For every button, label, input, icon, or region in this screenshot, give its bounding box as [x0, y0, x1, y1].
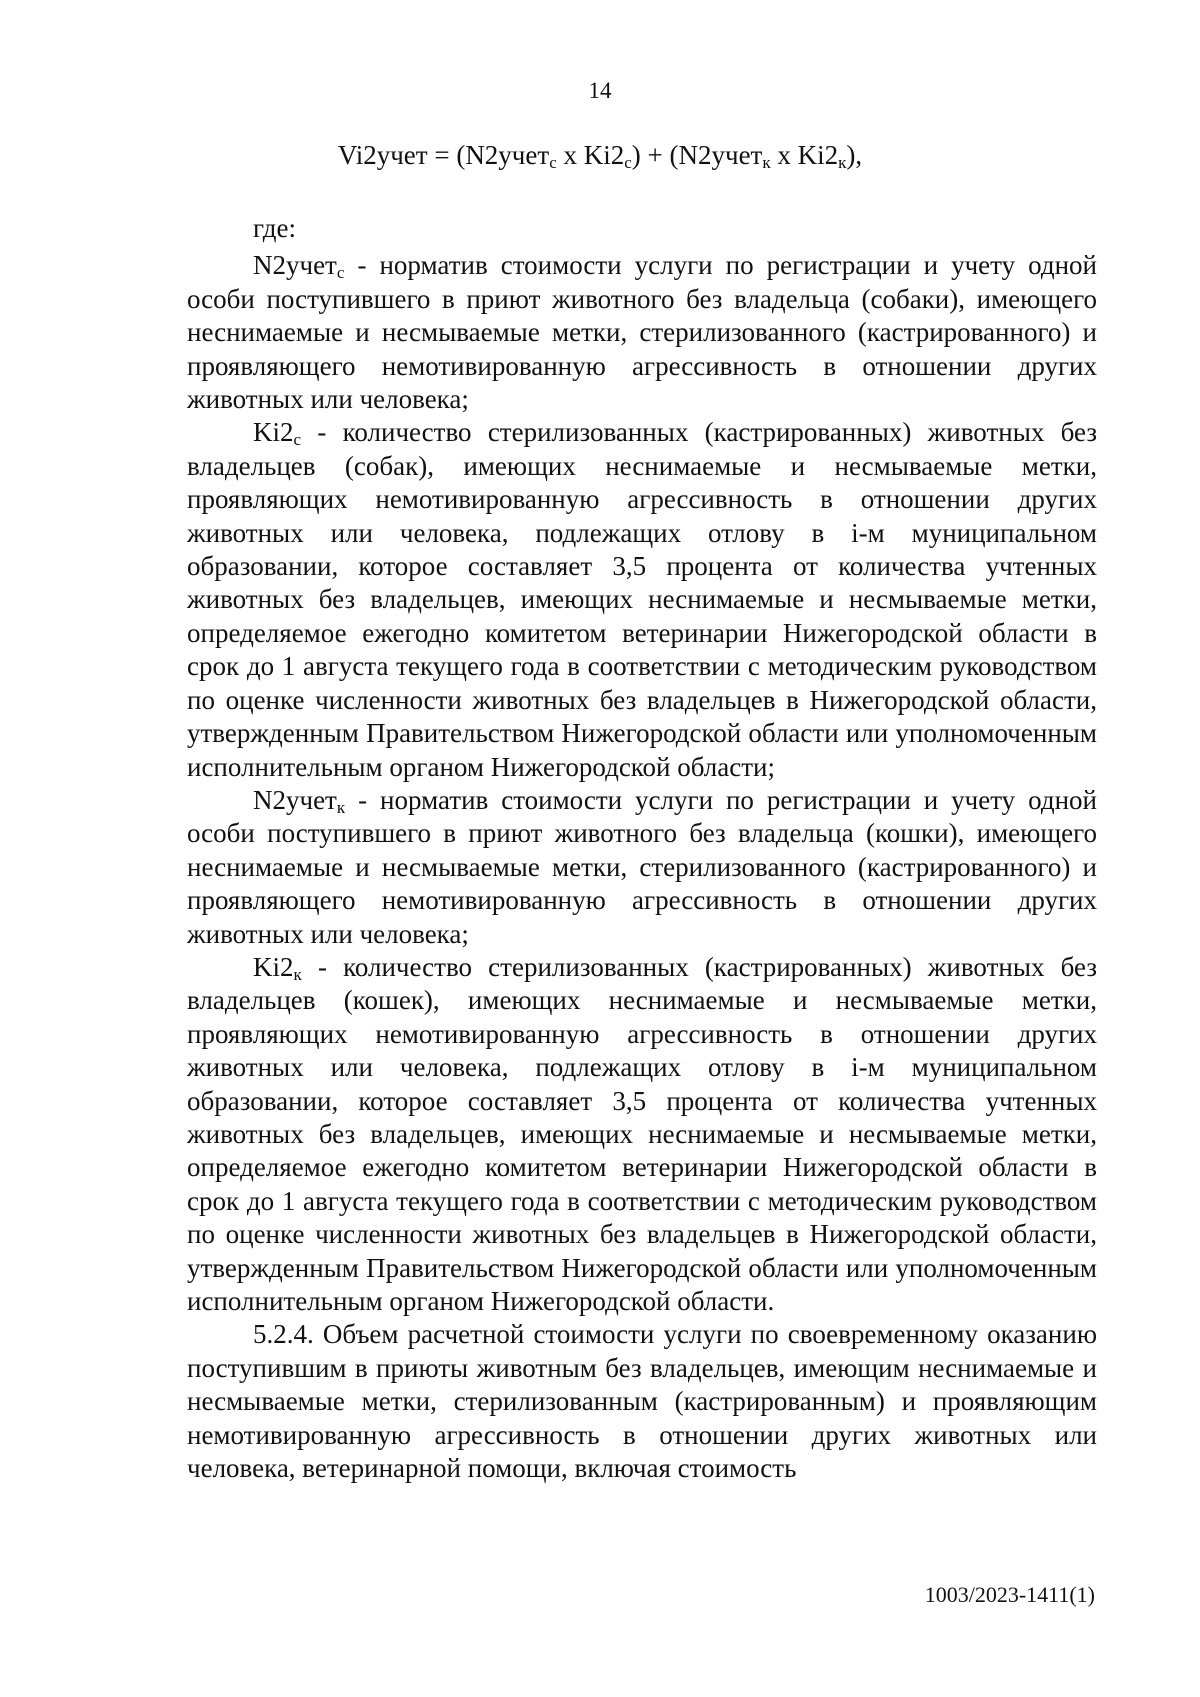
definition-symbol: Ki2: [253, 951, 294, 982]
formula-end: ),: [846, 140, 863, 170]
definition-subscript: к: [293, 964, 302, 984]
definition-symbol: Ki2: [253, 417, 294, 448]
definition-subscript: с: [336, 263, 345, 283]
definition-ki2-k: [187, 951, 1097, 1318]
document-body: [187, 212, 1097, 1485]
definition-text: - норматив стоимости услуги по регистрации и учету одной особи поступившего в приют животного без владельца (собаки), имеющего неснимаемые и несмываемые метки, стерилизованного (кастрированного) и проявляющего немотивированную агрессивность в отношении других животных или человека;: [187, 250, 1097, 415]
formula-term4: Ki2: [797, 140, 839, 170]
definition-n2uchet-k: [187, 784, 1097, 951]
formula-sub1: с: [549, 153, 557, 172]
formula-term2: Ki2: [583, 140, 625, 170]
formula-x2: x: [770, 140, 798, 170]
definition-symbol: N2учет: [253, 250, 337, 281]
formula-sub4: к: [838, 153, 847, 172]
footer-document-code: 1003/2023-1411(1): [924, 1582, 1095, 1607]
page-number: 14: [588, 78, 612, 103]
formula-mid: ) + (: [631, 140, 679, 170]
definition-symbol: N2учет: [253, 784, 337, 815]
formula-term3: N2учет: [678, 140, 763, 170]
definition-n2uchet-s: [187, 249, 1097, 416]
where-label: где:: [253, 213, 296, 243]
definition-text: - количество стерилизованных (кастрированных) животных без владельцев (кошек), имеющих неснимаемые и несмываемые метки, проявляющих немотивированную агрессивность в отношении других животных или человека, подлежащих отлову в i-м муниципальном образовании, которое составляет 3,5 процента от количества учтенных животных без владельцев, имеющих неснимаемые и несмываемые метки, определяемое ежегодно комитетом ветеринарии Нижегородской области в срок до 1 августа текущего года в соответствии с методическим руководством по оценке численности животных без владельцев в Нижегородской области, утвержденным Правительством Нижегородской области или уполномоченным исполнительным органом Нижегородской области.: [187, 951, 1097, 1316]
definition-text: - норматив стоимости услуги по регистрации и учету одной особи поступившего в приют животного без владельца (кошки), имеющего неснимаемые и несмываемые метки, стерилизованного (кастрированного) и проявляющего немотивированную агрессивность в отношении других животных или человека;: [187, 784, 1097, 949]
definition-subscript: к: [336, 797, 346, 817]
formula-lhs: Vi2учет: [337, 140, 428, 170]
formula: [0, 140, 1200, 171]
definition-text: - количество стерилизованных (кастрированных) животных без владельцев (собак), имеющих неснимаемые и несмываемые метки, проявляющих немотивированную агрессивность в отношении других животных или человека, подлежащих отлову в i-м муниципальном образовании, которое составляет 3,5 процента от количества учтенных животных без владельцев, имеющих неснимаемые и несмываемые метки, определяемое ежегодно комитетом ветеринарии Нижегородской области в срок до 1 августа текущего года в соответствии с методическим руководством по оценке численности животных без владельцев в Нижегородской области, утвержденным Правительством Нижегородской области или уполномоченным исполнительным органом Нижегородской области;: [187, 417, 1097, 782]
formula-sub2: с: [624, 153, 632, 172]
formula-term1: N2учет: [465, 140, 550, 170]
definition-ki2-s: [187, 416, 1097, 783]
formula-sub3: к: [762, 153, 771, 172]
section-paragraph-5-2-4: 5.2.4. Объем расчетной стоимости услуги по своевременному оказанию поступившим в приюты животным без владельцев, имеющим неснимаемые и несмываемые метки, стерилизованным (кастрированным) и проявляющим немотивированную агрессивность в отношении других животных или человека, ветеринарной помощи, включая стоимость: [187, 1319, 1097, 1484]
formula-eq: = (: [427, 140, 466, 170]
formula-x1: x: [556, 140, 584, 170]
definition-subscript: с: [293, 430, 302, 450]
